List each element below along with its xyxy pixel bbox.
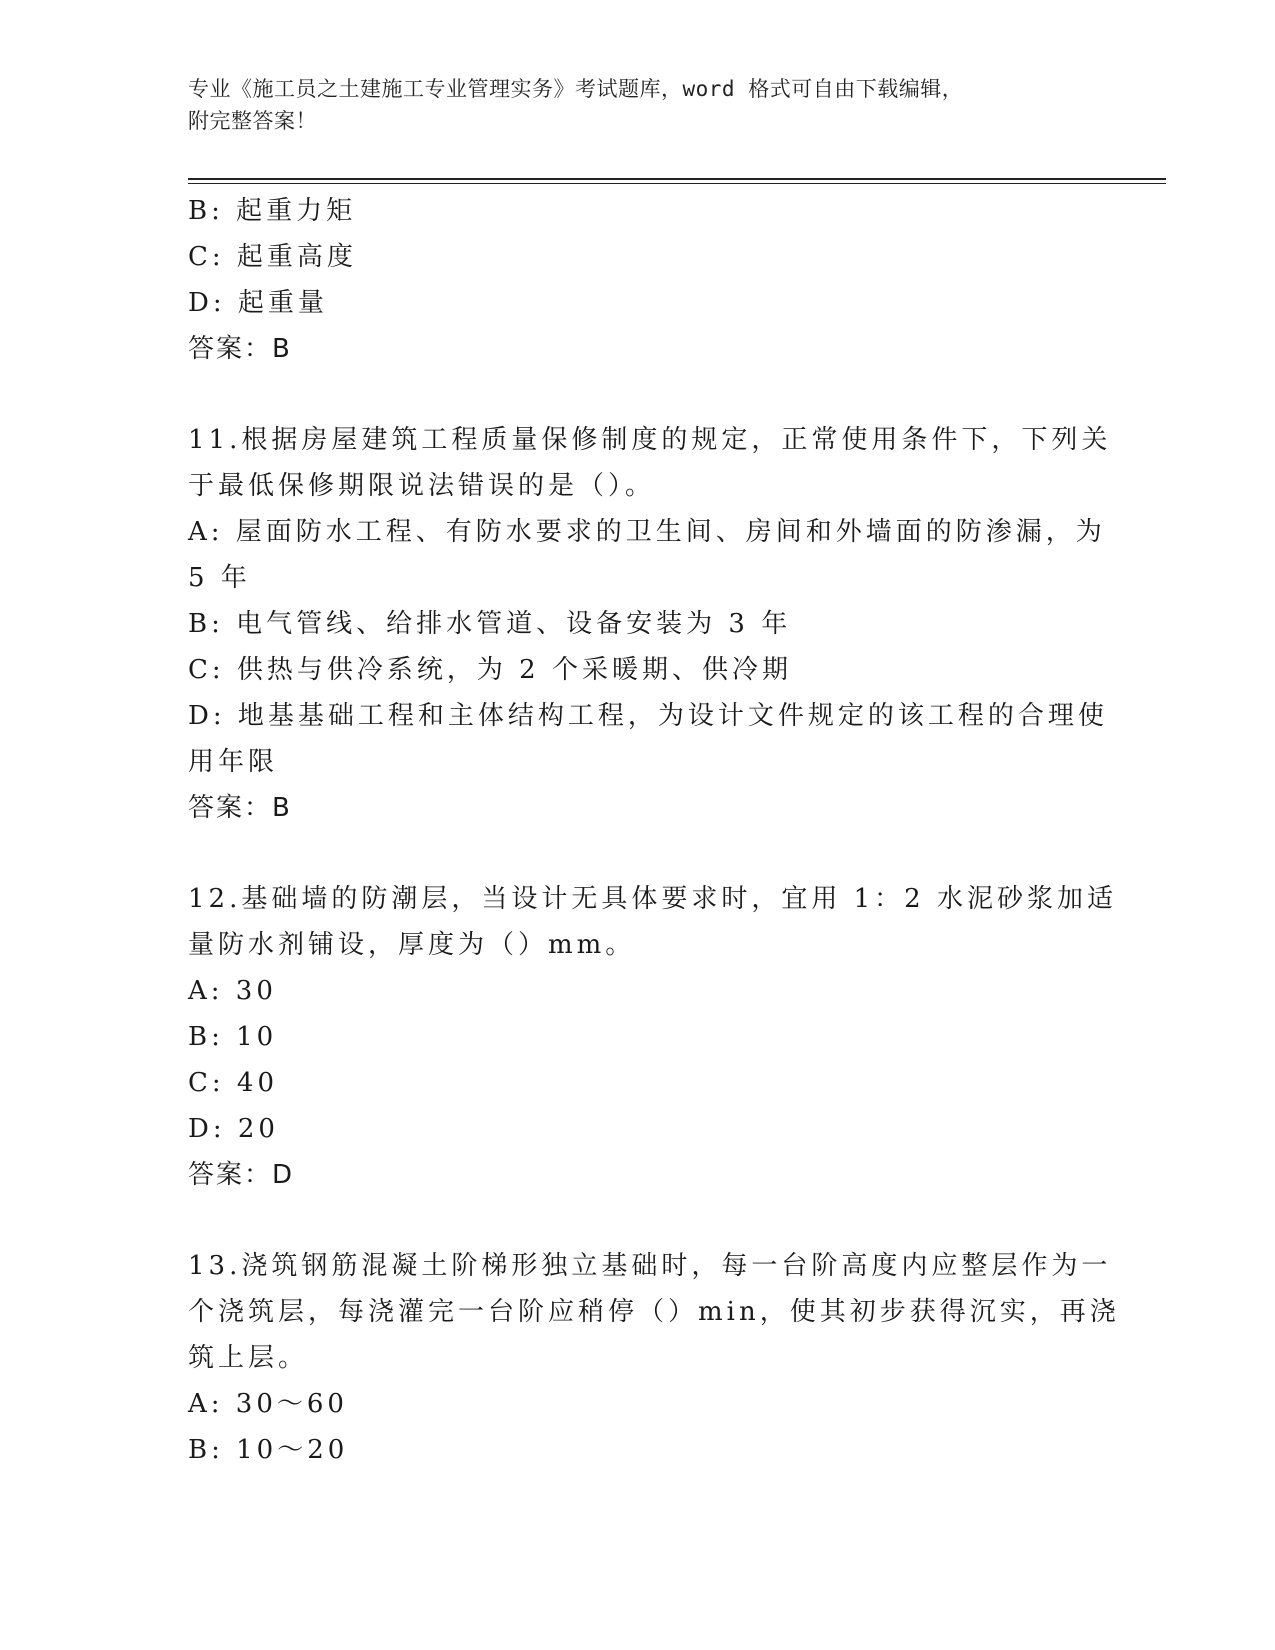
q12-answer: 答案：D — [188, 1160, 295, 1190]
question-11 — [188, 417, 1112, 831]
header-line-2: 附完整答案！ — [188, 109, 317, 133]
q10-option-d: D: 起重量 — [188, 288, 328, 318]
q12-option-a: A: 30 — [188, 976, 277, 1006]
q12-option-d: D: 20 — [188, 1114, 279, 1144]
q10-option-c: C: 起重高度 — [188, 242, 357, 272]
question-13 — [188, 1243, 1120, 1473]
q11-option-c: C: 供热与供冷系统，为 2 个采暖期、供冷期 — [188, 655, 792, 685]
q13-stem-line-2: 个浇筑层，每浇灌完一台阶应稍停（）min，使其初步获得沉实，再浇 — [188, 1297, 1120, 1327]
q13-option-a: A: 30～60 — [188, 1389, 348, 1419]
question-spacer — [188, 372, 1088, 417]
q11-stem-line-2: 于最低保修期限说法错误的是（）。 — [188, 471, 656, 501]
q12-stem-line-1: 12.基础墙的防潮层，当设计无具体要求时，宜用 1：2 水泥砂浆加适 — [188, 884, 1117, 914]
q11-stem-line-1: 11.根据房屋建筑工程质量保修制度的规定，正常使用条件下，下列关 — [188, 425, 1112, 455]
q13-stem-line-3: 筑上层。 — [188, 1343, 309, 1373]
q11-option-d-line-2: 用年限 — [188, 747, 279, 777]
q11-option-b: B: 电气管线、给排水管道、设备安装为 3 年 — [188, 609, 792, 639]
header-divider-thin — [188, 183, 1166, 184]
q11-option-d-line-1: D: 地基基础工程和主体结构工程，为设计文件规定的该工程的合理使 — [188, 701, 1108, 731]
header-divider-thick — [188, 178, 1166, 180]
question-list — [188, 188, 1120, 1473]
question-12 — [188, 876, 1117, 1198]
header-line-1: 专业《施工员之土建施工专业管理实务》考试题库，word 格式可自由下载编辑， — [188, 77, 964, 101]
question-spacer — [188, 831, 1088, 876]
q10-option-b: B: 起重力矩 — [188, 196, 357, 226]
question-spacer — [188, 1198, 1088, 1243]
q11-option-a-line-1: A: 屋面防水工程、有防水要求的卫生间、房间和外墙面的防渗漏，为 — [188, 517, 1106, 547]
q10-answer: 答案：B — [188, 334, 292, 364]
q12-option-b: B: 10 — [188, 1022, 278, 1052]
document-header — [188, 73, 1088, 137]
q13-stem-line-1: 13.浇筑钢筋混凝土阶梯形独立基础时，每一台阶高度内应整层作为一 — [188, 1251, 1112, 1281]
q12-option-c: C: 40 — [188, 1068, 279, 1098]
q11-answer: 答案：B — [188, 793, 292, 823]
q11-option-a-line-2: 5 年 — [188, 563, 251, 593]
question-10 — [188, 188, 1088, 372]
q13-option-b: B: 10～20 — [188, 1435, 349, 1465]
q12-stem-line-2: 量防水剂铺设，厚度为（）mm。 — [188, 930, 636, 960]
